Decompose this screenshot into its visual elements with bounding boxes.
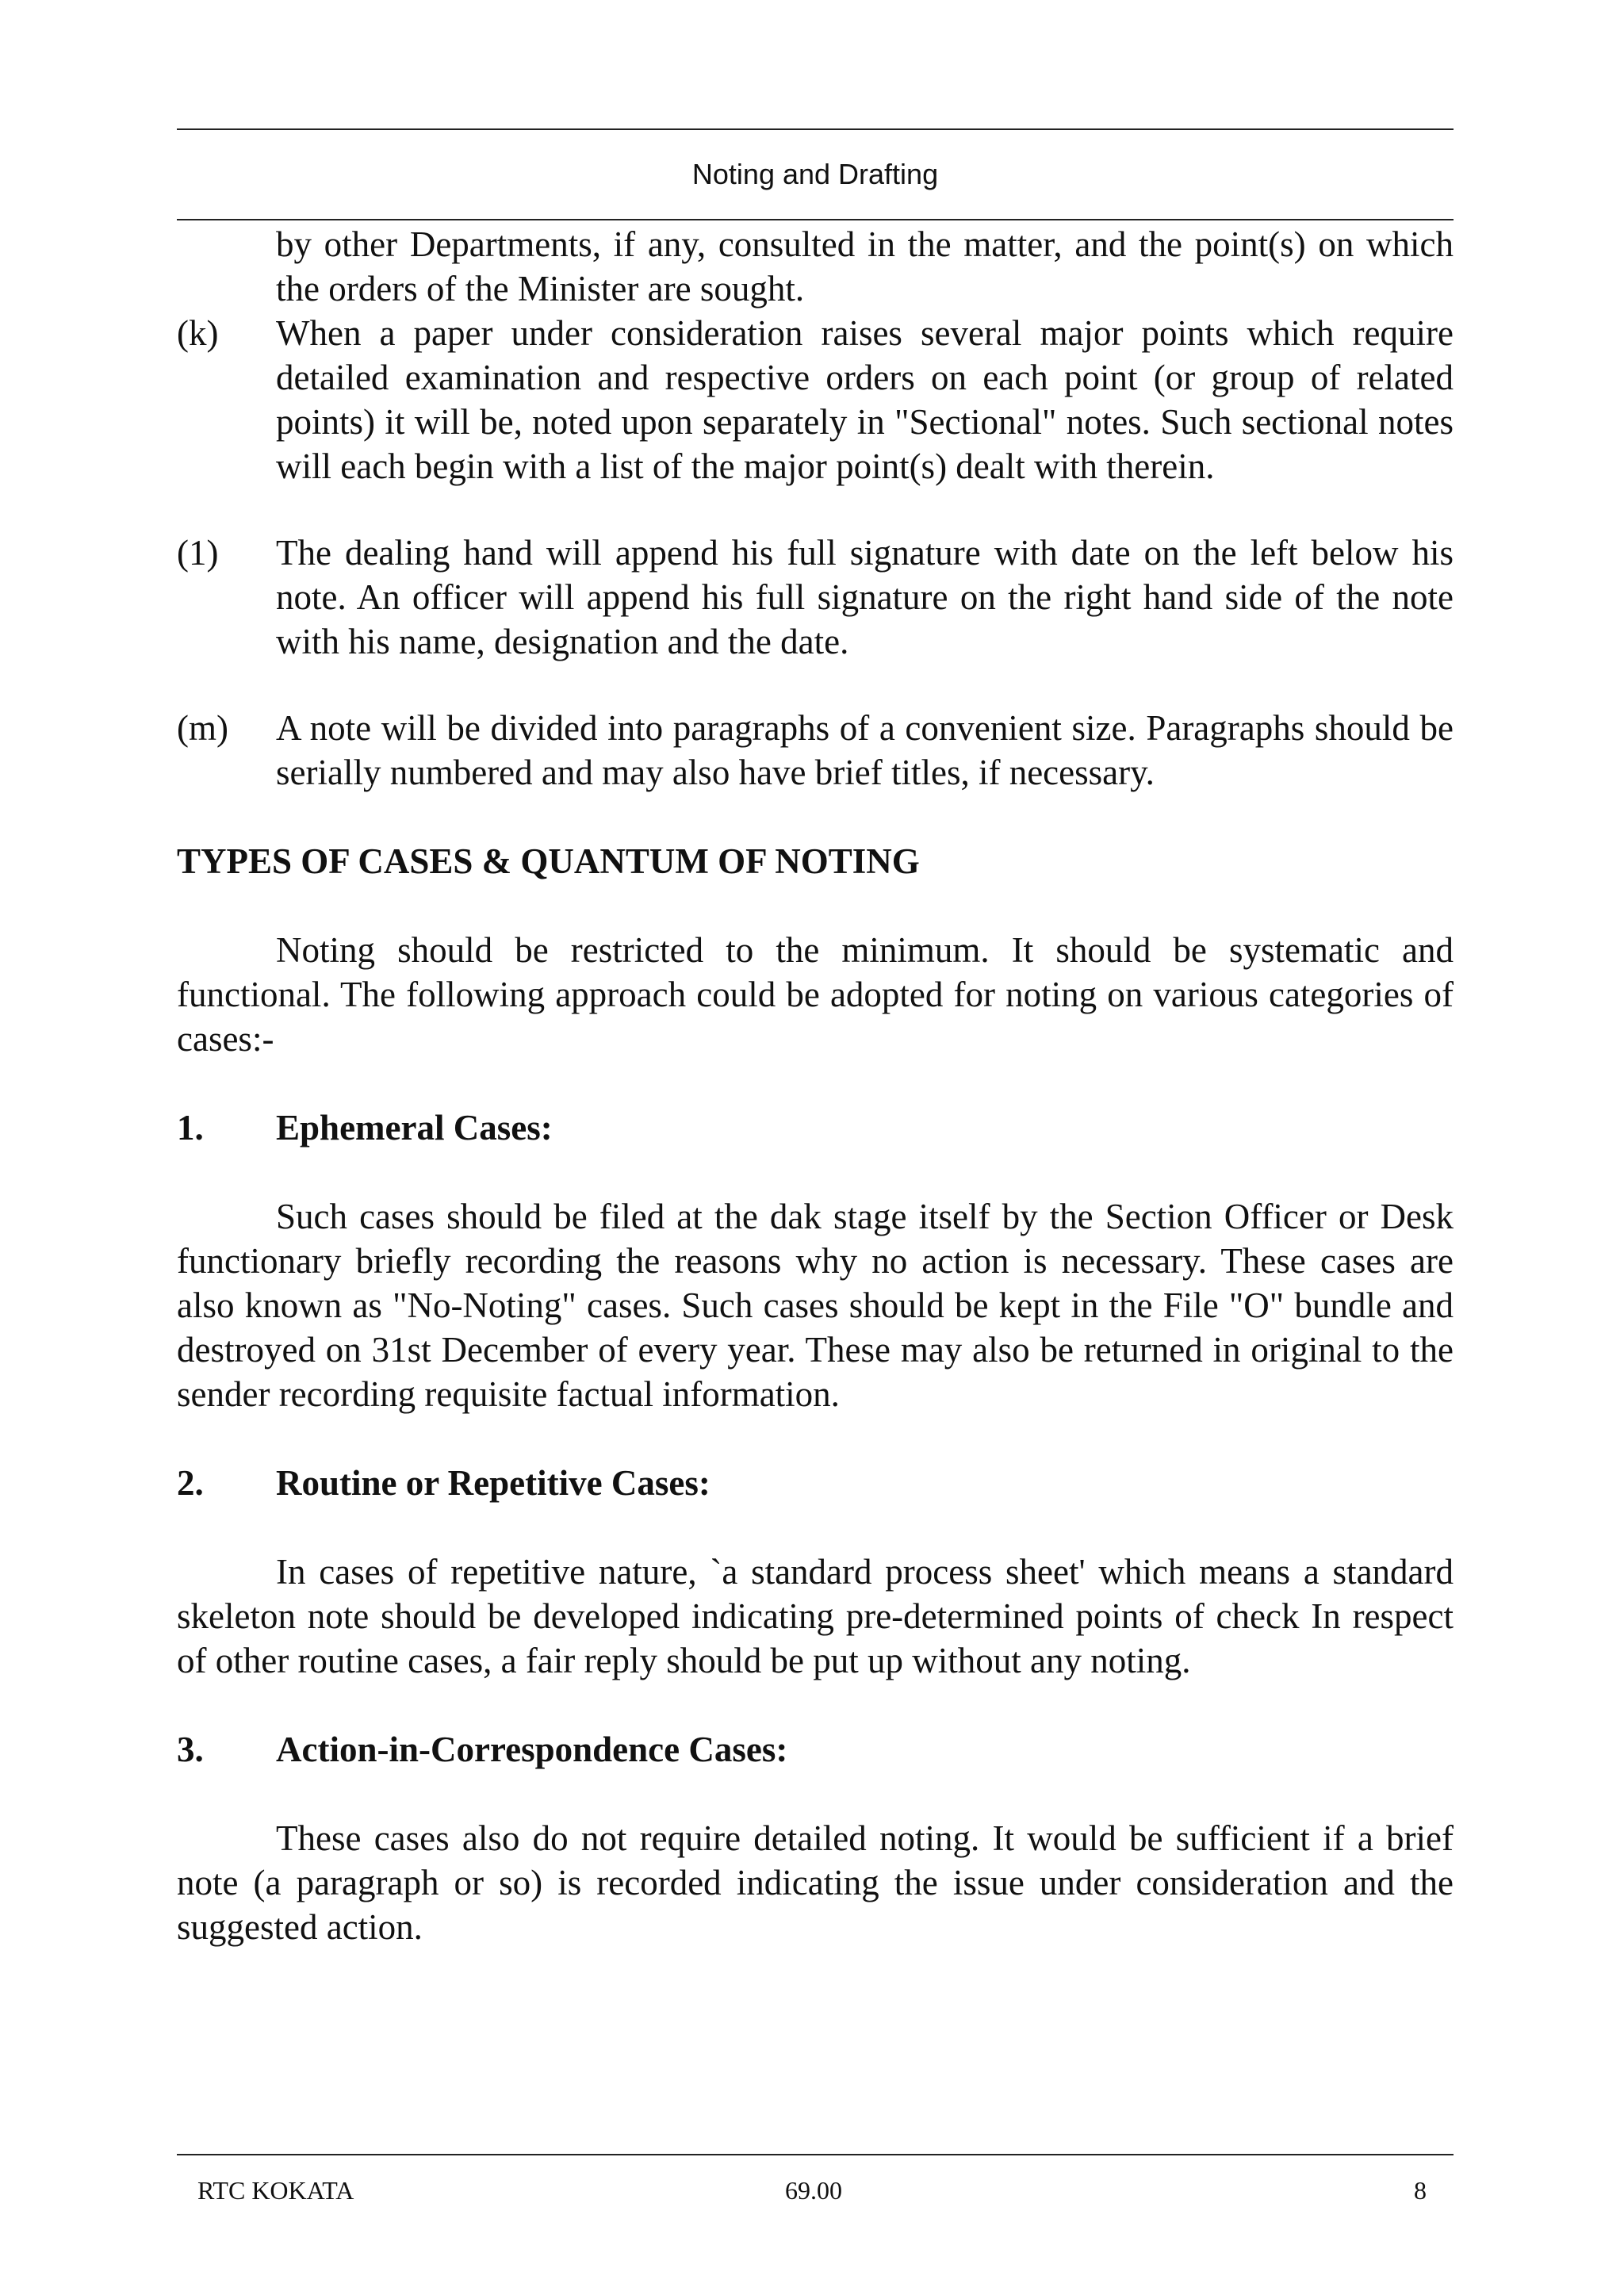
- case-title: Action-in-Correspondence Cases:: [276, 1730, 788, 1769]
- list-item-1: [177, 531, 1454, 664]
- page-number: 8: [1414, 2176, 1427, 2205]
- footer-organization: RTC KOKATA: [197, 2176, 354, 2205]
- list-item-k: [177, 311, 1454, 489]
- item-text: The dealing hand will append his full signature with date on the left below his note. An officer will append his full signature on the right hand side of the note with his name, designation and the date.: [276, 533, 1454, 661]
- item-text: A note will be divided into paragraphs of a convenient size. Paragraphs should be serially numbered and may also have brief titles, if necessary.: [276, 708, 1454, 792]
- item-marker: (m): [177, 708, 228, 748]
- section-heading: TYPES OF CASES & QUANTUM OF NOTING: [177, 841, 920, 881]
- case-title: Routine or Repetitive Cases:: [276, 1463, 710, 1503]
- case-paragraph-1: Such cases should be filed at the dak stage itself by the Section Officer or Desk functionary briefly recording the reasons why no action is necessary. These cases are also known as "No-Noting" cases. Such cases should be kept in the File "O" bundle and destroyed on 31st December of every year. These may also be returned in original to the sender recording requisite factual information.: [177, 1197, 1454, 1414]
- case-paragraph-2: In cases of repetitive nature, `a standard process sheet' which means a standard skeleton note should be developed indicating pre-determined points of check In respect of other routine cases, a fair reply should be put up without any noting.: [177, 1552, 1454, 1680]
- footer-rule: [177, 2154, 1454, 2155]
- list-item-m: [177, 706, 1454, 795]
- document-body: [177, 222, 1454, 1949]
- intro-paragraph: Noting should be restricted to the minimum. It should be systematic and functional. The following approach could be adopted for noting on various categories of cases:-: [177, 930, 1454, 1059]
- case-paragraph-3: These cases also do not require detailed noting. It would be sufficient if a brief note (a paragraph or so) is recorded indicating the issue under consideration and the suggested action.: [177, 1818, 1454, 1947]
- case-heading-3: [177, 1727, 1454, 1772]
- case-heading-1: [177, 1105, 1454, 1150]
- page-footer: [177, 2176, 1454, 2216]
- item-marker: (1): [177, 533, 219, 573]
- header-top-rule: [177, 128, 1454, 130]
- header-bottom-rule: [177, 219, 1454, 220]
- continuation-text: by other Departments, if any, consulted in the matter, and the point(s) on which the orders of the Minister are sought.: [276, 224, 1454, 308]
- case-number: 1.: [177, 1108, 204, 1148]
- case-number: 3.: [177, 1730, 204, 1769]
- footer-code: 69.00: [785, 2176, 842, 2205]
- running-title: Noting and Drafting: [691, 158, 939, 190]
- case-heading-2: [177, 1461, 1454, 1505]
- item-marker: (k): [177, 313, 219, 353]
- case-title: Ephemeral Cases:: [276, 1108, 553, 1148]
- item-text: When a paper under consideration raises several major points which require detailed examination and respective orders on each point (or group of related points) it will be, noted upon separately in "Sectional" notes. Such sectional notes will each begin with a list of the major point(s) dealt with therein.: [276, 313, 1454, 486]
- case-number: 2.: [177, 1463, 204, 1503]
